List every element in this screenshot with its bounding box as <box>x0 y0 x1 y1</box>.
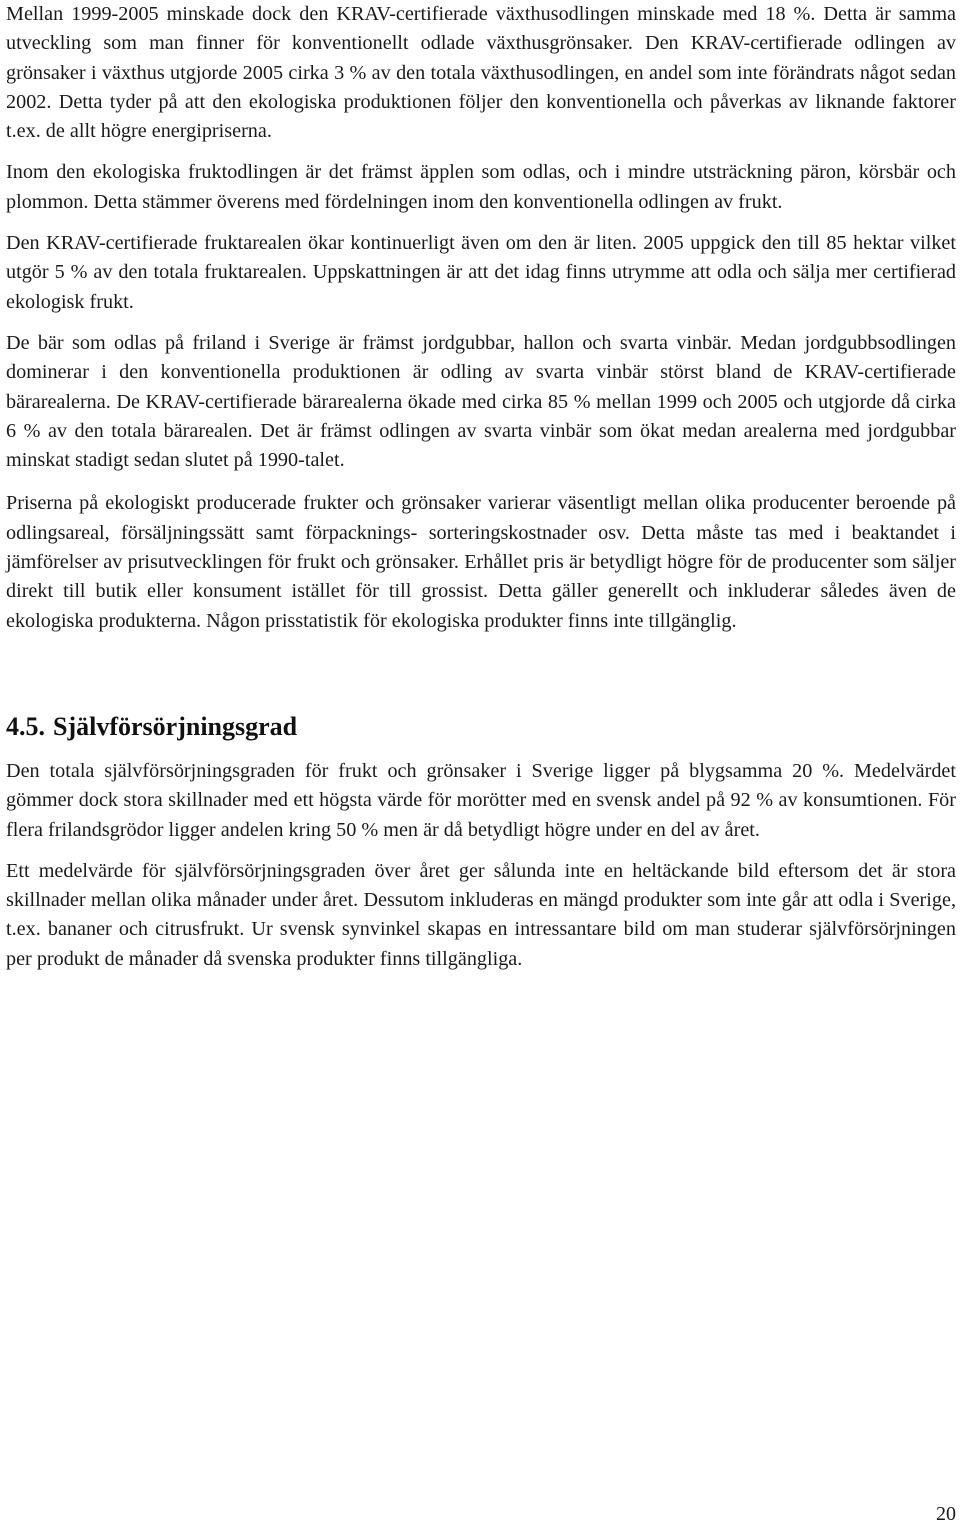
section-number: 4.5. <box>6 711 45 741</box>
paragraph-prices: Priserna på ekologiskt producerade frukter och grönsaker varierar väsentligt mellan olika producenter beroende på odlingsareal, försäljningssätt samt förpacknings- sorteringskostnader osv. Detta måste tas med i beaktandet i jämförelser av prisutvecklingen för frukt och grönsaker. Erhållet pris är betydligt högre för de producenter som säljer direkt till butik eller konsument istället för till grossist. Detta gäller generellt och inkluderar således även de ekologiska produkterna. Någon prisstatistik för ekologiska produkter finns inte tillgänglig. <box>6 492 956 632</box>
document-page <box>6 0 956 974</box>
paragraph-fruit-cultivation: Inom den ekologiska fruktodlingen är det främst äpplen som odlas, och i mindre utsträckning päron, körsbär och plommon. Detta stämmer överens med fördelningen inom den konventionella odlingen av frukt. <box>6 161 956 213</box>
paragraph-fruit-area: Den KRAV-certifierade fruktarealen ökar kontinuerligt även om den är liten. 2005 uppgick den till 85 hektar vilket utgör 5 % av den totala fruktarealen. Uppskattningen är att det idag finns utrymme att odla och sälja mer certifierad ekologisk frukt. <box>6 232 956 313</box>
paragraph-greenhouse: Mellan 1999-2005 minskade dock den KRAV-certifierade växthusodlingen minskade med 18 %. Detta är samma utveckling som man finner för konventionellt odlade växthusgrönsaker. Den KRAV-certifierade odlingen av grönsaker i växthus utgjorde 2005 cirka 3 % av den totala växthusodlingen, en andel som inte förändrats något sedan 2002. Detta tyder på att den ekologiska produktionen följer den konventionella och påverkas av liknande faktorer t.ex. de allt högre energipriserna. <box>6 3 956 143</box>
paragraph-self-sufficiency: Den totala självförsörjningsgraden för frukt och grönsaker i Sverige ligger på blygsamma 20 %. Medelvärdet gömmer dock stora skillnader med ett högsta värde för morötter med en svensk andel på 92 % av konsumtionen. För flera frilandsgrödor ligger andelen kring 50 % men är då betydligt högre under en del av året. <box>6 759 956 841</box>
paragraph-berries: De bär som odlas på friland i Sverige är främst jordgubbar, hallon och svarta vinbär. Medan jordgubbsodlingen dominerar i den konventionella produktionen är odling av svarta vinbär störst bland de KRAV-certifierade bärarealerna. De KRAV-certifierade bärarealerna ökade med cirka 85 % mellan 1999 och 2005 och utgjorde då cirka 6 % av den totala bärarealen. Det är främst odlingen av svarta vinbär som ökat medan arealerna med jordgubbar minskat stadigt sedan slutet på 1990-talet. <box>6 331 956 472</box>
section-title: Självförsörjningsgrad <box>53 711 298 741</box>
page-number: 20 <box>936 1503 956 1525</box>
section-heading <box>6 710 956 744</box>
paragraph-average-value: Ett medelvärde för självförsörjningsgraden över året ger sålunda inte en heltäckande bild eftersom det är stora skillnader mellan olika månader under året. Dessutom inkluderas en mängd produkter som inte går att odla i Sverige, t.ex. bananer och citrusfrukt. Ur svensk synvinkel skapas en intressantare bild om man studerar självförsörjningen per produkt de månader då svenska produkter finns tillgängliga. <box>6 859 956 970</box>
